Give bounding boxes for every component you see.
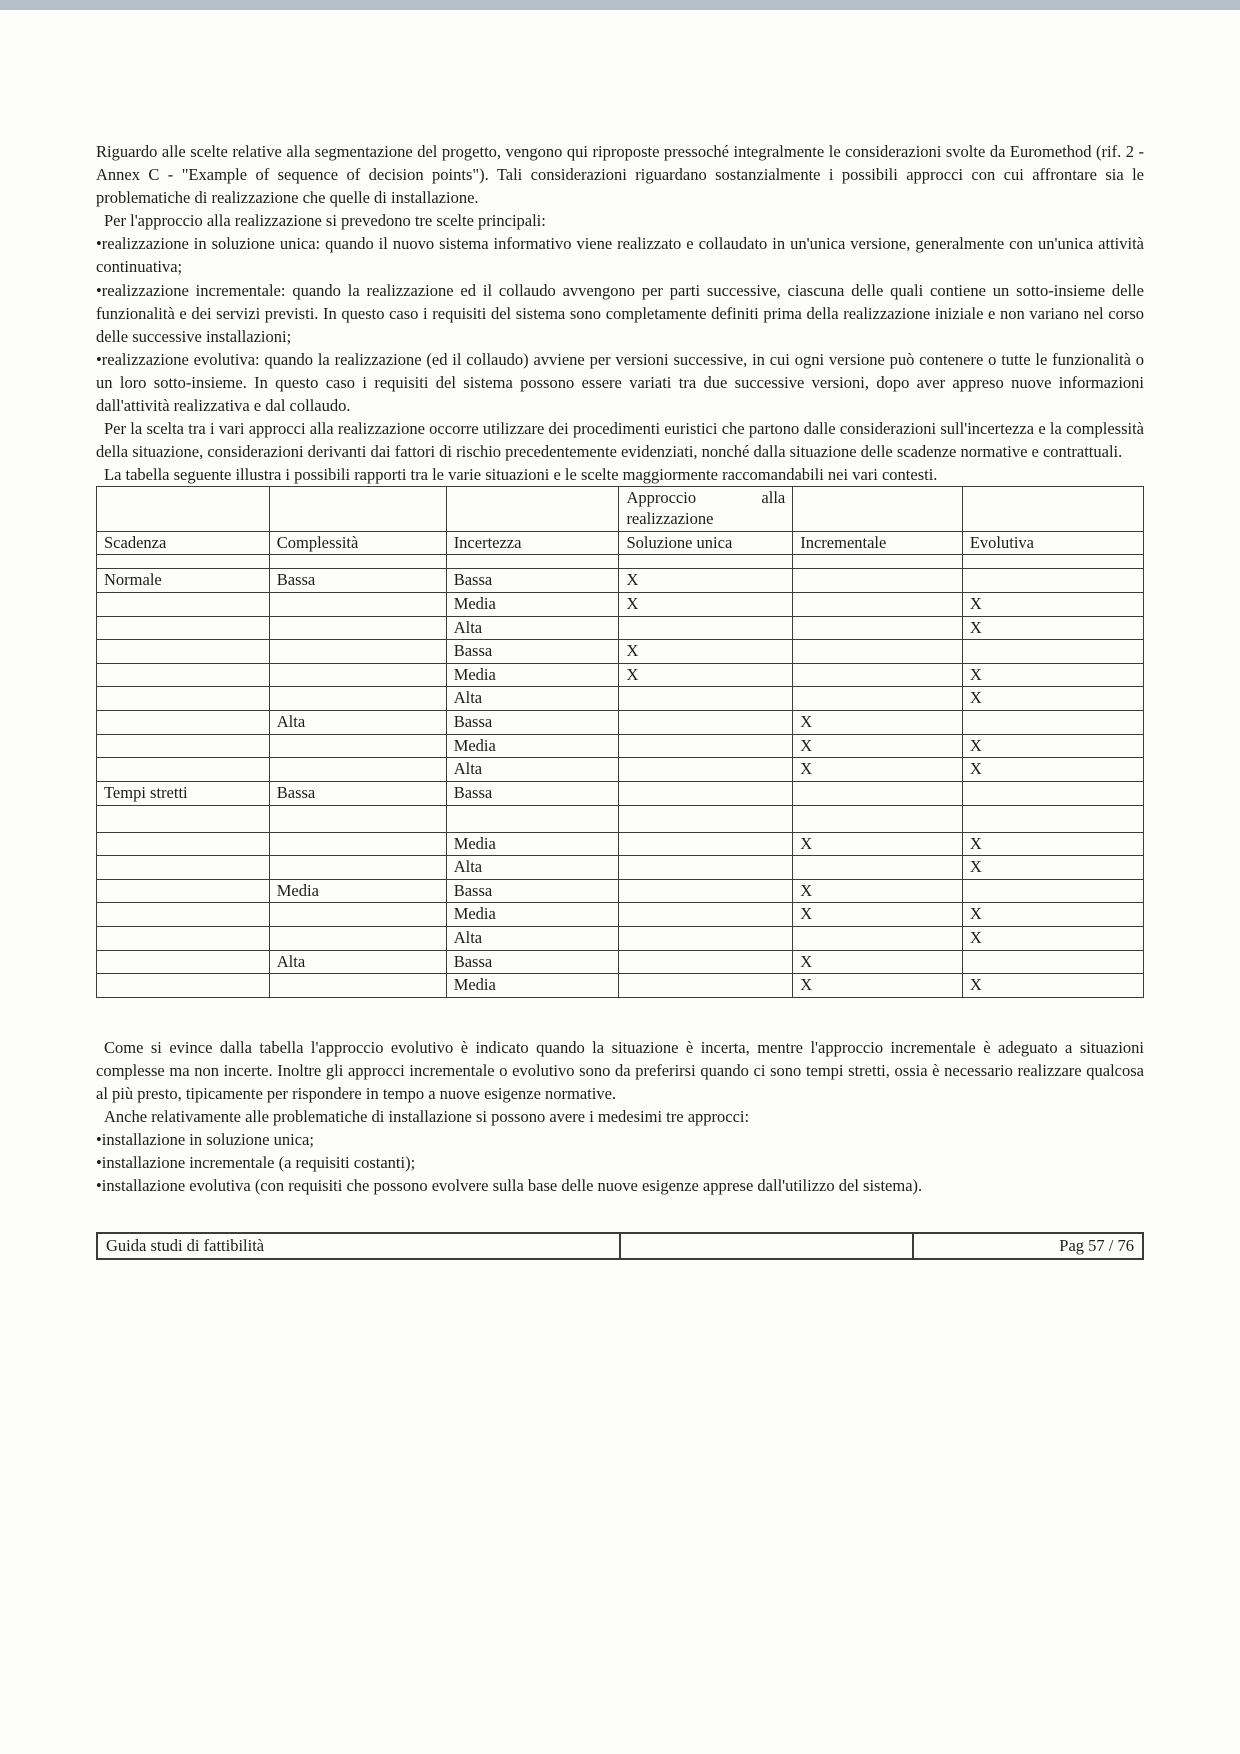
table-cell <box>97 616 270 640</box>
table-cell: X <box>793 950 963 974</box>
table-cell <box>269 856 446 880</box>
table-cell <box>619 711 793 735</box>
table-cell <box>97 687 270 711</box>
bullet-item-soluzione-unica: •realizzazione in soluzione unica: quando il nuovo sistema informativo viene realizzato e collaudato in un'unica versione, generalmente con un'unica attività continuativa; <box>96 234 1144 277</box>
table-cell: X <box>619 640 793 664</box>
table-cell <box>793 927 963 951</box>
table-cell <box>269 758 446 782</box>
table-cell <box>97 711 270 735</box>
table-cell: Alta <box>269 711 446 735</box>
table-cell: X <box>793 879 963 903</box>
table-header-complessita: Complessità <box>269 531 446 555</box>
table-cell: Bassa <box>446 640 619 664</box>
footer-page-number: Pag 57 / 76 <box>913 1233 1143 1260</box>
table-cell: Bassa <box>446 569 619 593</box>
paragraph-intro: Riguardo alle scelte relative alla segmentazione del progetto, vengono qui riproposte pressoché integralmente le considerazioni svolte da Euromethod (rif. 2 - Annex C - "Example of sequence of decision points"). Tali considerazioni riguardano sostanzialmente i possibili approcci con cui affrontare sia le problematiche di realizzazione che quelle di installazione. <box>96 142 1144 208</box>
table-row <box>97 711 1144 735</box>
table-row <box>97 555 1144 569</box>
bullet-list-realizzazione <box>96 232 1144 417</box>
table-cell <box>619 927 793 951</box>
table-cell: X <box>793 734 963 758</box>
table-cell <box>269 832 446 856</box>
table-cell <box>962 569 1143 593</box>
table-cell <box>962 781 1143 805</box>
table-cell <box>793 616 963 640</box>
table-cell <box>793 856 963 880</box>
table-header-cell-empty <box>97 487 270 531</box>
table-cell: X <box>793 711 963 735</box>
table-cell <box>793 569 963 593</box>
table-row <box>97 927 1144 951</box>
table-cell <box>619 950 793 974</box>
table-cell <box>619 555 793 569</box>
table-row <box>97 734 1144 758</box>
table-row <box>97 805 1144 832</box>
table-cell <box>97 758 270 782</box>
table-cell: X <box>619 569 793 593</box>
table-cell: Media <box>446 974 619 998</box>
table-cell: X <box>793 758 963 782</box>
table-cell: Media <box>269 879 446 903</box>
table-header-cell-empty <box>446 487 619 531</box>
table-cell <box>97 663 270 687</box>
table-cell <box>619 879 793 903</box>
table-header-soluzione-unica: Soluzione unica <box>619 531 793 555</box>
paragraph-approcci-realizzazione: Per l'approccio alla realizzazione si prevedono tre scelte principali: <box>104 211 546 231</box>
table-cell <box>793 663 963 687</box>
table-header-top-row <box>97 487 1144 531</box>
table-header-approccio: Approccio alla realizzazione <box>619 487 793 531</box>
table-row <box>97 687 1144 711</box>
table-cell <box>269 927 446 951</box>
table-cell <box>269 640 446 664</box>
table-cell <box>446 555 619 569</box>
table-cell <box>793 640 963 664</box>
bullet-item-evolutiva: •realizzazione evolutiva: quando la realizzazione (ed il collaudo) avviene per versioni successive, in cui ogni versione può contenere o tutte le funzionalità o un loro sotto-insieme. In questo caso i requisiti del sistema possono essere variati tra due successive versioni, dopo aver appreso nuove informazioni dall'attività realizzativa e dal collaudo. <box>96 349 1144 416</box>
bullet-item-installazione-evolutiva: •installazione evolutiva (con requisiti che possono evolvere sulla base delle nuove esigenze apprese dall'utilizzo del sistema). <box>96 1176 923 1196</box>
table-cell: X <box>962 832 1143 856</box>
table-row <box>97 950 1144 974</box>
table-cell <box>97 555 270 569</box>
table-cell: Media <box>446 663 619 687</box>
table-cell <box>619 734 793 758</box>
scan-edge-artifact <box>0 0 1240 10</box>
table-row <box>97 832 1144 856</box>
table-cell: Normale <box>97 569 270 593</box>
table-cell: X <box>793 974 963 998</box>
table-cell: X <box>619 663 793 687</box>
page-footer <box>96 1232 1144 1261</box>
table-cell <box>793 592 963 616</box>
bullet-item-installazione-unica: •installazione in soluzione unica; <box>96 1130 314 1150</box>
table-header-incrementale: Incrementale <box>793 531 963 555</box>
table-cell: Bassa <box>446 950 619 974</box>
table-header-evolutiva: Evolutiva <box>962 531 1143 555</box>
table-cell: X <box>962 927 1143 951</box>
table-header-cell-empty <box>793 487 963 531</box>
table-row <box>97 616 1144 640</box>
table-cell: X <box>793 903 963 927</box>
table-cell <box>97 832 270 856</box>
table-cell: Bassa <box>446 711 619 735</box>
table-cell: X <box>962 687 1143 711</box>
table-row <box>97 663 1144 687</box>
table-cell: Bassa <box>446 879 619 903</box>
table-cell: Alta <box>446 687 619 711</box>
table-cell <box>97 856 270 880</box>
table-header-incertezza: Incertezza <box>446 531 619 555</box>
paragraph-installazione: Anche relativamente alle problematiche di installazione si possono avere i medesimi tre approcci: <box>104 1107 750 1127</box>
decision-table-body <box>97 555 1144 998</box>
table-cell <box>793 555 963 569</box>
table-cell <box>619 687 793 711</box>
table-cell: X <box>962 616 1143 640</box>
table-cell: Media <box>446 832 619 856</box>
paragraph-tabella-intro: La tabella seguente illustra i possibili rapporti tra le varie situazioni e le scelte maggiormente raccomandabili nei vari contesti. <box>104 465 938 485</box>
table-cell <box>97 879 270 903</box>
table-cell: Alta <box>446 856 619 880</box>
table-row <box>97 974 1144 998</box>
paragraph-scelta-approcci: Per la scelta tra i vari approcci alla realizzazione occorre utilizzare dei procedimenti euristici che partono dalle considerazioni sull'incertezza e la complessità della situazione, considerazioni derivanti dai fattori di rischio precedentemente evidenziati, nonché dalla situazione delle scadenze normative e contrattuali. <box>96 419 1144 462</box>
paragraph-conclusione-tabella: Come si evince dalla tabella l'approccio evolutivo è indicato quando la situazione è incerta, mentre l'approccio incrementale è adeguato a situazioni complesse ma non incerte. Inoltre gli approcci incrementale o evolutivo sono da preferirsi quando ci sono tempi stretti, ossia è necessario realizzare qualcosa al più presto, tipicamente per rispondere in tempo a nuove esigenze normative. <box>96 1037 1144 1104</box>
table-cell <box>269 616 446 640</box>
footer-document-title: Guida studi di fattibilità <box>97 1233 620 1260</box>
table-cell <box>619 903 793 927</box>
table-cell <box>269 663 446 687</box>
table-cell <box>962 711 1143 735</box>
table-cell <box>97 903 270 927</box>
table-cell: X <box>962 734 1143 758</box>
decision-table <box>96 486 1144 998</box>
table-cell <box>962 879 1143 903</box>
table-cell: Alta <box>446 927 619 951</box>
table-cell <box>97 805 270 832</box>
table-cell <box>619 856 793 880</box>
table-cell <box>97 592 270 616</box>
table-cell: Alta <box>446 616 619 640</box>
table-cell: Bassa <box>446 781 619 805</box>
table-row <box>97 758 1144 782</box>
table-cell <box>619 616 793 640</box>
table-row <box>97 640 1144 664</box>
table-cell <box>619 805 793 832</box>
table-row <box>97 592 1144 616</box>
table-cell <box>269 805 446 832</box>
table-cell <box>619 758 793 782</box>
table-cell <box>793 805 963 832</box>
table-cell <box>446 805 619 832</box>
table-row <box>97 856 1144 880</box>
table-cell <box>962 640 1143 664</box>
table-cell: X <box>962 903 1143 927</box>
table-cell: X <box>793 832 963 856</box>
table-cell <box>619 974 793 998</box>
table-cell: Alta <box>269 950 446 974</box>
table-row <box>97 903 1144 927</box>
table-cell: Alta <box>446 758 619 782</box>
table-cell: X <box>962 758 1143 782</box>
bullet-item-installazione-incrementale: •installazione incrementale (a requisiti costanti); <box>96 1153 416 1173</box>
table-cell <box>97 927 270 951</box>
table-cell: Media <box>446 592 619 616</box>
table-cell: X <box>962 974 1143 998</box>
table-cell <box>97 734 270 758</box>
table-cell: Bassa <box>269 781 446 805</box>
table-cell <box>962 555 1143 569</box>
table-cell <box>269 687 446 711</box>
table-cell: X <box>962 663 1143 687</box>
table-cell <box>619 832 793 856</box>
table-row <box>97 879 1144 903</box>
table-cell <box>269 555 446 569</box>
table-header-cell-empty <box>269 487 446 531</box>
table-cell: Bassa <box>269 569 446 593</box>
table-cell: X <box>619 592 793 616</box>
table-cell <box>97 640 270 664</box>
table-cell: X <box>962 856 1143 880</box>
table-header-cell-empty <box>962 487 1143 531</box>
table-cell <box>97 950 270 974</box>
table-cell <box>962 805 1143 832</box>
table-row <box>97 569 1144 593</box>
bullet-item-incrementale: •realizzazione incrementale: quando la realizzazione ed il collaudo avvengono per parti successive, ciascuna delle quali contiene un sotto-insieme delle funzionalità e dei servizi previsti. In questo caso i requisiti del sistema sono completamente definiti prima della realizzazione iniziale e non variano nel corso delle successive installazioni; <box>96 280 1144 346</box>
bullet-list-installazione <box>96 1128 1144 1197</box>
footer-row <box>97 1233 1143 1260</box>
table-cell: Media <box>446 734 619 758</box>
table-cell <box>269 592 446 616</box>
footer-empty-cell <box>620 1233 913 1260</box>
table-header-scadenza: Scadenza <box>97 531 270 555</box>
table-cell <box>269 734 446 758</box>
table-cell <box>269 903 446 927</box>
table-cell <box>793 687 963 711</box>
table-cell <box>793 781 963 805</box>
table-cell: Tempi stretti <box>97 781 270 805</box>
table-cell <box>269 974 446 998</box>
table-cell <box>962 950 1143 974</box>
table-cell: Media <box>446 903 619 927</box>
table-cell <box>97 974 270 998</box>
table-cell <box>619 781 793 805</box>
table-row <box>97 781 1144 805</box>
table-header-row <box>97 531 1144 555</box>
table-cell: X <box>962 592 1143 616</box>
